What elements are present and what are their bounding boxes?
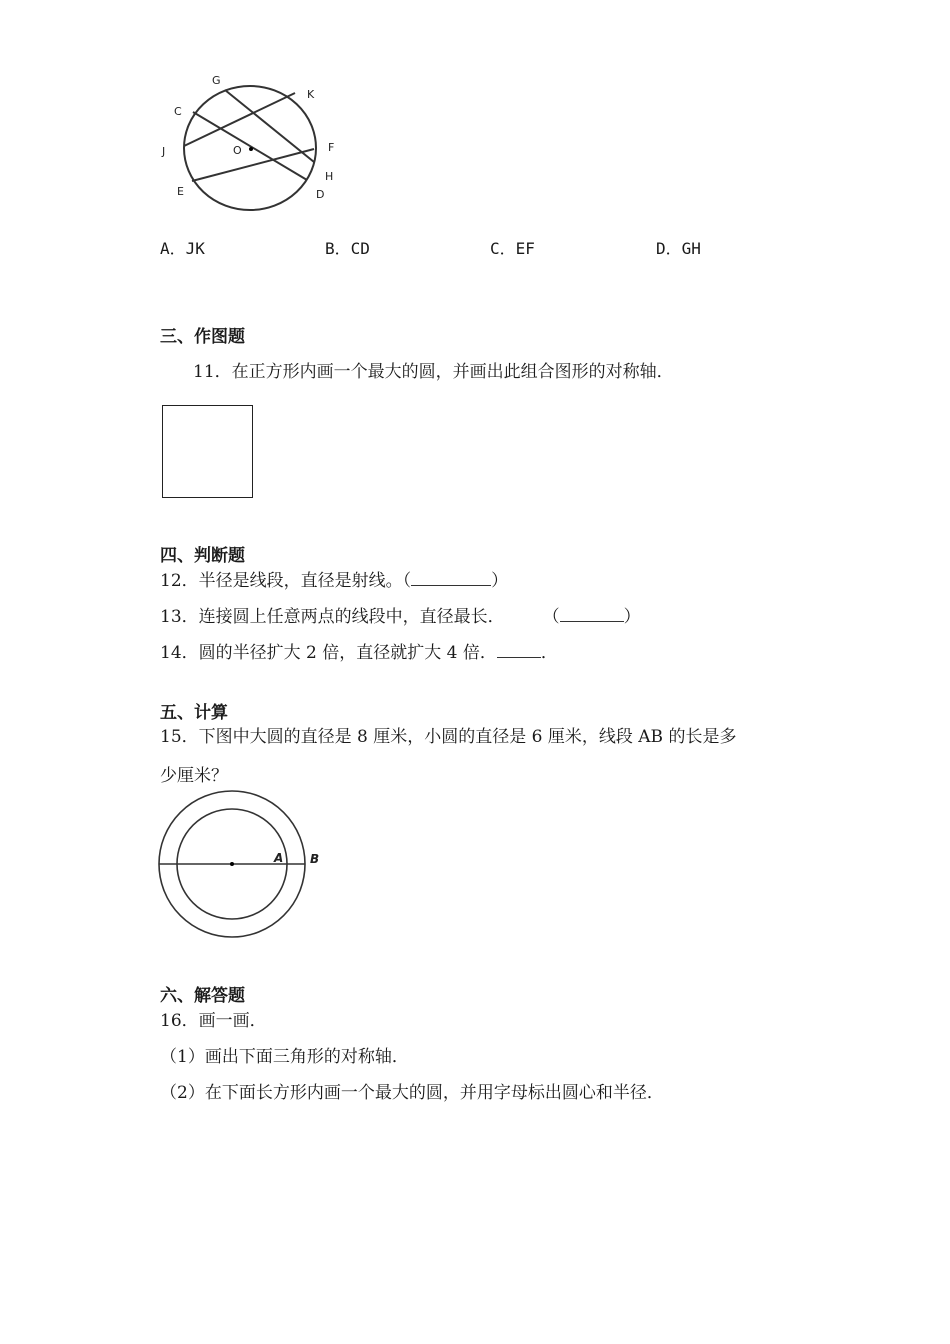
concentric-circles-figure bbox=[150, 785, 340, 945]
question-16-part-2: （2）在下面长方形内画一个最大的圆，并用字母标出圆心和半径． bbox=[160, 1083, 664, 1103]
question-16-part-1: （1）画出下面三角形的对称轴． bbox=[160, 1047, 409, 1067]
question-16: 16．画一画． bbox=[160, 1011, 267, 1031]
section-4-title: 四、判断题 bbox=[160, 546, 245, 566]
question-13-close-paren: ） bbox=[623, 607, 641, 627]
question-14 bbox=[160, 638, 558, 663]
question-11: 11．在正方形内画一个最大的圆，并画出此组合图形的对称轴． bbox=[193, 362, 674, 382]
label-g: G bbox=[212, 74, 221, 87]
question-13-open-paren: （ bbox=[542, 607, 560, 627]
label-j: J bbox=[162, 145, 166, 158]
question-13-text: 13．连接圆上任意两点的线段中，直径最长． bbox=[160, 607, 505, 627]
center-dot bbox=[230, 862, 234, 866]
label-c: C bbox=[174, 105, 182, 118]
section-6-title: 六、解答题 bbox=[160, 986, 245, 1006]
label-h: H bbox=[325, 170, 334, 183]
chord-ef bbox=[192, 149, 314, 181]
question-14-text: 14．圆的半径扩大 2 倍，直径就扩大 4 倍． bbox=[160, 643, 497, 663]
square-figure bbox=[162, 405, 253, 498]
option-b: B．CD bbox=[325, 239, 370, 258]
label-o: O bbox=[233, 144, 242, 157]
option-c: C．EF bbox=[490, 239, 535, 258]
label-e: E bbox=[177, 185, 184, 198]
question-12-text: 12．半径是线段，直径是射线。 bbox=[160, 571, 403, 591]
question-12-close-paren: ） bbox=[491, 571, 509, 591]
chord-cd bbox=[193, 112, 307, 180]
label-d: D bbox=[316, 188, 325, 201]
label-f: F bbox=[328, 141, 335, 154]
question-13 bbox=[160, 602, 641, 627]
option-d: D．GH bbox=[656, 239, 701, 258]
answer-blank-12[interactable] bbox=[411, 571, 491, 586]
label-point-a: A bbox=[274, 851, 284, 865]
answer-blank-13[interactable] bbox=[560, 607, 624, 622]
question-12-open-paren: （ bbox=[402, 571, 412, 591]
option-a: A．JK bbox=[160, 239, 205, 258]
label-k: K bbox=[307, 88, 315, 101]
section-5-title: 五、计算 bbox=[160, 703, 228, 723]
question-15-line-2: 少厘米？ bbox=[160, 766, 228, 786]
question-14-end: ． bbox=[540, 643, 558, 663]
question-15-line-1: 15．下图中大圆的直径是 8 厘米，小圆的直径是 6 厘米，线段 AB 的长是多 bbox=[160, 727, 737, 747]
center-point-o bbox=[249, 147, 253, 151]
chord-circle-figure bbox=[150, 65, 350, 215]
question-12 bbox=[160, 566, 508, 591]
section-3-title: 三、作图题 bbox=[160, 327, 245, 347]
answer-blank-14[interactable] bbox=[497, 643, 541, 658]
label-point-b: B bbox=[310, 852, 320, 866]
